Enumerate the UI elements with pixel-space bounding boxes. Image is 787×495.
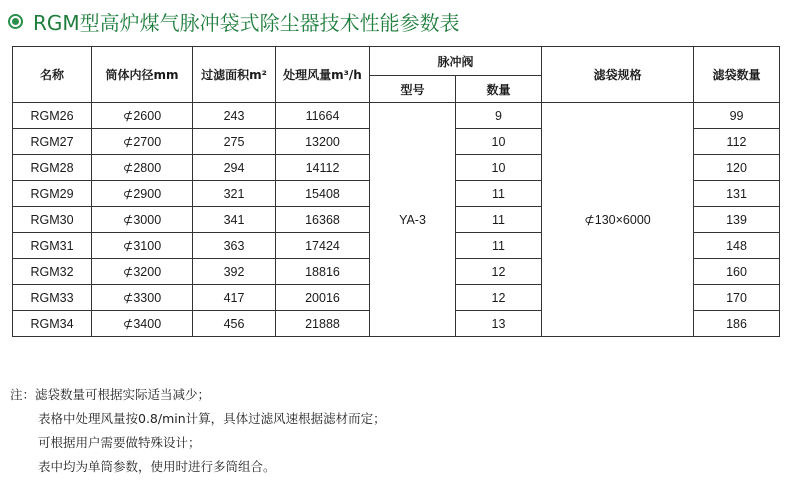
cell-bag-count: 170 <box>694 285 780 311</box>
cell-name: RGM33 <box>13 285 92 311</box>
cell-valve-count: 10 <box>456 155 542 181</box>
cell-area: 456 <box>193 311 276 337</box>
cell-valve-count: 11 <box>456 233 542 259</box>
spec-table <box>12 46 780 337</box>
cell-name: RGM26 <box>13 103 92 129</box>
table-row <box>13 103 780 129</box>
note-line: 表中均为单筒参数，使用时进行多筒组合。 <box>38 459 276 474</box>
cell-valve-count: 12 <box>456 285 542 311</box>
cell-airflow: 21888 <box>276 311 370 337</box>
cell-diameter: ⊄3400 <box>92 311 193 337</box>
header-airflow: 处理风量m³/h <box>276 47 370 103</box>
note-line: 表格中处理风量按0.8/min计算，具体过滤风速根据滤材而定； <box>38 411 386 426</box>
cell-airflow: 11664 <box>276 103 370 129</box>
title-text: RGM型高炉煤气脉冲袋式除尘器技术性能参数表 <box>33 10 460 35</box>
cell-valve-count: 12 <box>456 259 542 285</box>
cell-area: 294 <box>193 155 276 181</box>
cell-area: 275 <box>193 129 276 155</box>
cell-airflow: 15408 <box>276 181 370 207</box>
cell-airflow: 18816 <box>276 259 370 285</box>
cell-diameter: ⊄2600 <box>92 103 193 129</box>
header-bag-spec: 滤袋规格 <box>542 47 694 103</box>
cell-bag-count: 139 <box>694 207 780 233</box>
cell-bag-count: 99 <box>694 103 780 129</box>
header-valve-count: 数量 <box>456 76 542 103</box>
header-bag-count: 滤袋数量 <box>694 47 780 103</box>
cell-name: RGM32 <box>13 259 92 285</box>
cell-area: 341 <box>193 207 276 233</box>
cell-valve-count: 13 <box>456 311 542 337</box>
cell-diameter: ⊄2700 <box>92 129 193 155</box>
cell-area: 321 <box>193 181 276 207</box>
notes <box>10 383 386 479</box>
cell-area: 417 <box>193 285 276 311</box>
cell-airflow: 17424 <box>276 233 370 259</box>
cell-valve-count: 11 <box>456 207 542 233</box>
cell-bag-count: 186 <box>694 311 780 337</box>
cell-diameter: ⊄3200 <box>92 259 193 285</box>
note-line: 注：滤袋数量可根据实际适当减少； <box>10 387 211 402</box>
note-line: 可根据用户需要做特殊设计； <box>38 435 201 450</box>
cell-diameter: ⊄2800 <box>92 155 193 181</box>
cell-diameter: ⊄3000 <box>92 207 193 233</box>
cell-name: RGM27 <box>13 129 92 155</box>
bullet-ring-icon <box>8 14 23 29</box>
header-diameter: 筒体内径mm <box>92 47 193 103</box>
header-valve-group: 脉冲阀 <box>370 47 542 76</box>
cell-bag-count: 112 <box>694 129 780 155</box>
cell-valve-model: YA-3 <box>370 103 456 337</box>
page-title <box>8 6 460 36</box>
cell-name: RGM34 <box>13 311 92 337</box>
cell-area: 363 <box>193 233 276 259</box>
cell-airflow: 16368 <box>276 207 370 233</box>
cell-name: RGM28 <box>13 155 92 181</box>
cell-bag-count: 131 <box>694 181 780 207</box>
cell-airflow: 20016 <box>276 285 370 311</box>
cell-airflow: 14112 <box>276 155 370 181</box>
cell-area: 392 <box>193 259 276 285</box>
cell-name: RGM31 <box>13 233 92 259</box>
cell-bag-count: 120 <box>694 155 780 181</box>
cell-name: RGM29 <box>13 181 92 207</box>
cell-valve-count: 10 <box>456 129 542 155</box>
cell-area: 243 <box>193 103 276 129</box>
header-name: 名称 <box>13 47 92 103</box>
cell-bag-count: 160 <box>694 259 780 285</box>
cell-bag-count: 148 <box>694 233 780 259</box>
cell-diameter: ⊄3100 <box>92 233 193 259</box>
header-area: 过滤面积m² <box>193 47 276 103</box>
cell-airflow: 13200 <box>276 129 370 155</box>
cell-name: RGM30 <box>13 207 92 233</box>
cell-diameter: ⊄3300 <box>92 285 193 311</box>
cell-diameter: ⊄2900 <box>92 181 193 207</box>
header-valve-model: 型号 <box>370 76 456 103</box>
cell-valve-count: 11 <box>456 181 542 207</box>
cell-valve-count: 9 <box>456 103 542 129</box>
cell-bag-spec: ⊄130×6000 <box>542 103 694 337</box>
